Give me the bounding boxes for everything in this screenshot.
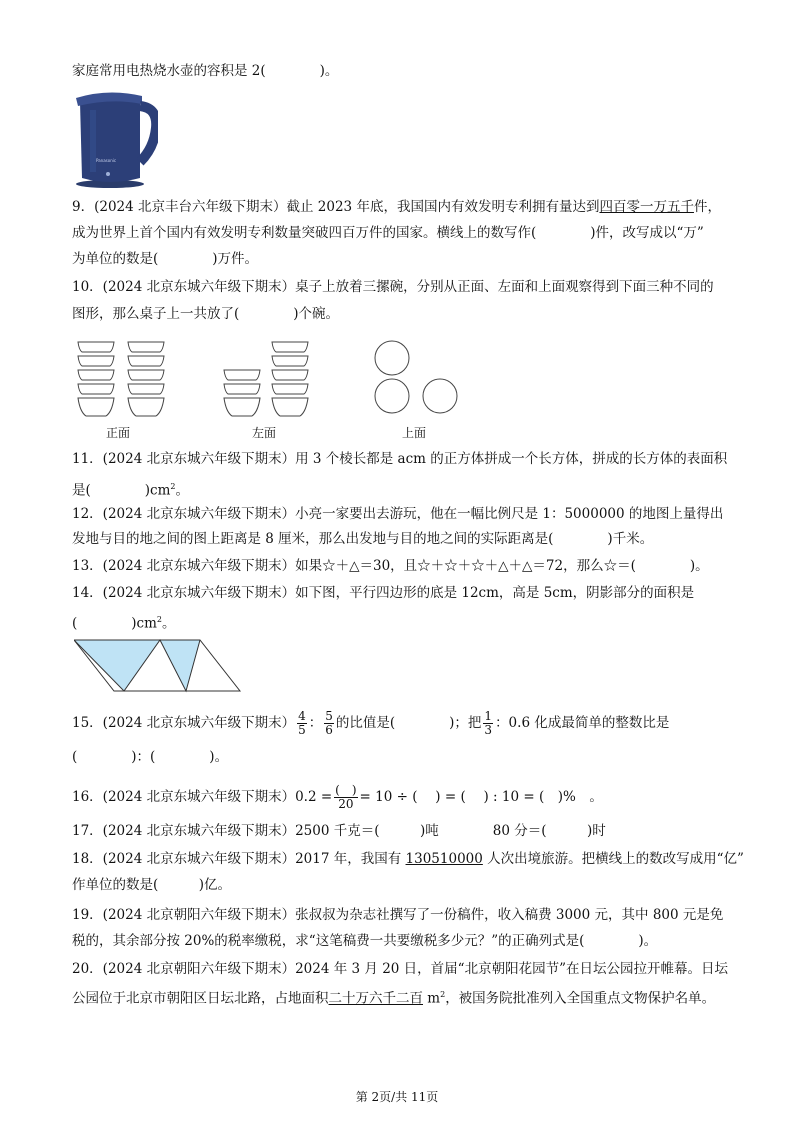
question-9-line-1: 9．(2024 北京丰台六年级下期末）截止 2023 年底，我国国内有效发明专利拥有量达到四百零一万五千件， — [72, 199, 721, 215]
question-19-line-2: 税的，其余部分按 20%的税率缴税，求“这笔稿费一共要缴税多少元？”的正确列式是( )。 — [72, 933, 658, 949]
kettle-question: 家庭常用电热烧水壶的容积是 2( )。 — [72, 63, 339, 79]
question-12-line-2: 发地与目的地之间的图上距离是 8 厘米，那么出发地与目的地之间的实际距离是( )千米。 — [72, 531, 654, 547]
question-11-line-1: 11．(2024 北京东城六年级下期末）用 3 个棱长都是 acm 的正方体拼成一个长方体，拼成的长方体的表面积 — [72, 451, 728, 467]
question-14-line-2: ( )$cm^2$。 — [72, 615, 176, 632]
label-left-view: 左面 — [252, 426, 277, 440]
kettle-brand-text: Panasonic — [96, 158, 117, 163]
question-15-line-2: ( )：( )。 — [72, 749, 229, 765]
fraction-5-6: $\frac{5}{6}$ — [325, 709, 333, 737]
fraction-blank-20: $\frac{( )}{20}$ — [335, 783, 357, 811]
question-20-line-1: 20．(2024 北京朝阳六年级下期末）2024 年 3 月 20 日，首届“北京朝阳花园节”在日坛公园拉开帷幕。日坛 — [72, 961, 728, 977]
question-19-line-1: 19．(2024 北京朝阳六年级下期末）张叔叔为杂志社撰写了一份稿件，收入稿费 3000 元，其中 800 元是免 — [72, 907, 724, 923]
question-10-line-1: 10．(2024 北京东城六年级下期末）桌子上放着三摞碗，分别从正面、左面和上面观察得到下面三种不同的 — [72, 279, 714, 295]
question-16: 16．(2024 北京东城六年级下期末）0.2 = $\frac{( )}{20}$ = 10 ÷ ( ) = ( ) : 10 = ( )% 。 — [72, 783, 603, 811]
page-footer: 第 2页/共 11页 — [355, 1090, 439, 1104]
bowls-front-view — [76, 340, 168, 420]
bowls-top-view — [370, 338, 462, 418]
question-14-line-1: 14．(2024 北京东城六年级下期末）如下图，平行四边形的底是 12cm，高是 5cm，阴影部分的面积是 — [72, 585, 695, 601]
question-12-line-1: 12．(2024 北京东城六年级下期末）小亮一家要出去游玩，他在一幅比例尺是 1：5000000 的地图上量得出 — [72, 506, 724, 522]
question-13: 13．(2024 北京东城六年级下期末）如果☆＋△＝30，且☆＋☆＋☆＋△＋△＝72，那么☆＝( )。 — [72, 558, 709, 574]
fraction-1-3: $\frac{1}{3}$ — [484, 709, 493, 737]
question-15-line-1: 15．(2024 北京东城六年级下期末） $\frac{4}{5}$ ： $\frac{5}{6}$ 的比值是( )；把 $\frac{1}{3}$ ：0.6 化成最简单的整数比是 — [72, 709, 670, 737]
label-top-view: 上面 — [402, 426, 427, 440]
fraction-4-5: $\frac{4}{5}$ — [298, 709, 306, 737]
kettle-image — [72, 88, 158, 190]
bowls-left-view — [222, 340, 312, 420]
label-front-view: 正面 — [106, 426, 131, 440]
question-18-line-1: 18．(2024 北京东城六年级下期末）2017 年，我国有 130510000 人次出境旅游。把横线上的数改写成用“亿” — [72, 851, 744, 867]
question-9-line-2: 成为世界上首个国内有效发明专利数量突破四百万件的国家。横线上的数写作( )件，改写成以“万” — [72, 225, 704, 241]
question-11-line-2: 是( )$cm^2$。 — [72, 482, 189, 499]
question-17: 17．(2024 北京东城六年级下期末）2500 千克＝( )吨 80 分＝( )时 — [72, 823, 606, 839]
question-9-line-3: 为单位的数是( )万件。 — [72, 251, 259, 267]
parallelogram-figure — [74, 638, 244, 694]
question-18-line-2: 作单位的数是( )亿。 — [72, 877, 232, 893]
question-20-line-2: 公园位于北京市朝阳区日坛北路，占地面积二十万六千二百 $m^2$，被国务院批准列入全国重点文物保护名单。 — [72, 990, 716, 1007]
question-10-line-2: 图形，那么桌子上一共放了( )个碗。 — [72, 306, 340, 322]
